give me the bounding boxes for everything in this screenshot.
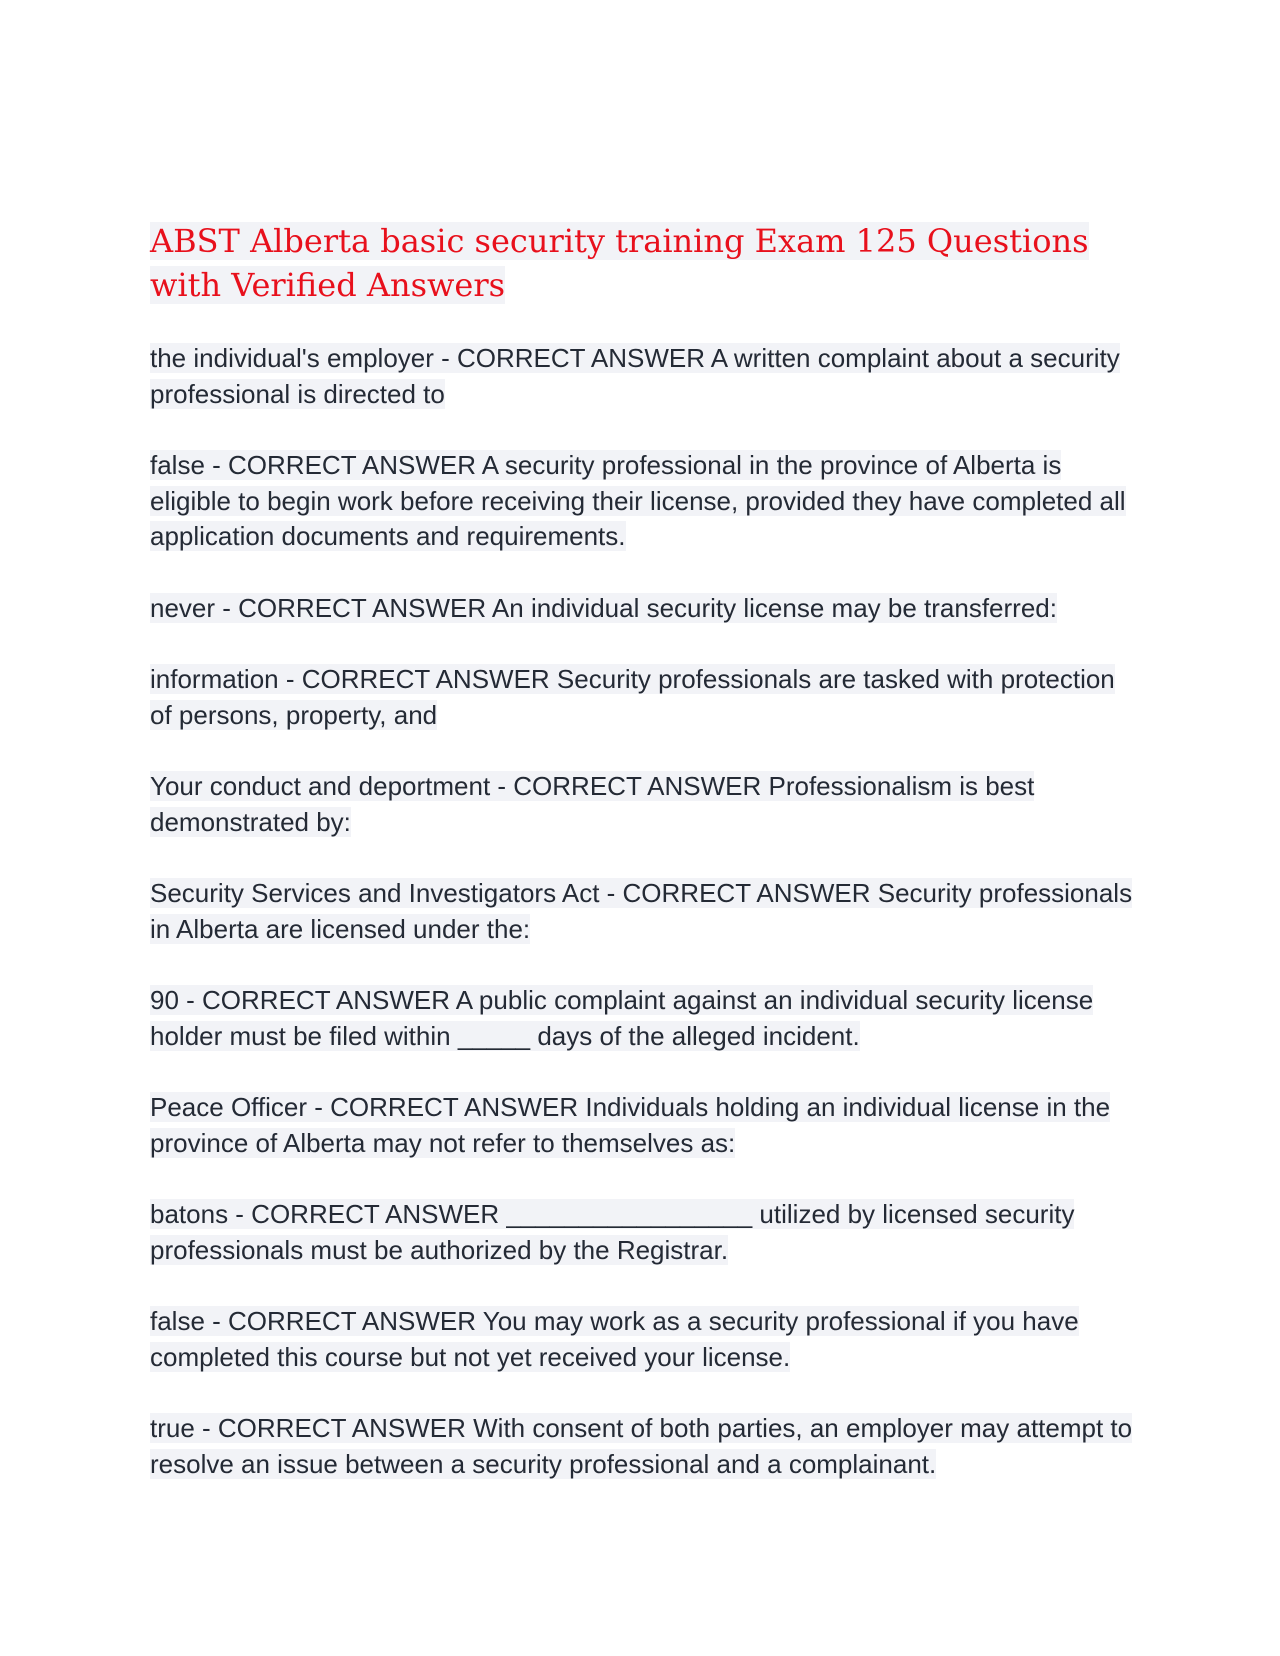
qa-entry-text: Your conduct and deportment - CORRECT ANSWER Professionalism is best demonstrated by: bbox=[150, 771, 1035, 837]
qa-entry bbox=[150, 448, 1140, 555]
qa-entry-text: information - CORRECT ANSWER Security professionals are tasked with protection of persons, property, and bbox=[150, 664, 1115, 730]
qa-entry-text: the individual's employer - CORRECT ANSWER A written complaint about a security professional is directed to bbox=[150, 343, 1120, 409]
qa-entry-text: 90 - CORRECT ANSWER A public complaint against an individual security license holder must be filed within _____ days of the alleged incident. bbox=[150, 985, 1094, 1051]
qa-entry bbox=[150, 1090, 1140, 1161]
qa-entry bbox=[150, 1197, 1140, 1268]
document-title bbox=[150, 219, 1140, 307]
qa-entry bbox=[150, 769, 1140, 840]
qa-entry-text: true - CORRECT ANSWER With consent of both parties, an employer may attempt to resolve an issue between a security professional and a complainant. bbox=[150, 1413, 1133, 1479]
document-content bbox=[150, 219, 1140, 1518]
qa-entry bbox=[150, 876, 1140, 947]
qa-entry bbox=[150, 341, 1140, 412]
qa-entry bbox=[150, 983, 1140, 1054]
qa-entry-text: Security Services and Investigators Act - CORRECT ANSWER Security professionals in Alberta are licensed under the: bbox=[150, 878, 1133, 944]
qa-entry-text: false - CORRECT ANSWER A security professional in the province of Alberta is eligible to begin work before receiving their license, provided they have completed all application documents and requirements. bbox=[150, 450, 1126, 551]
qa-entry bbox=[150, 1411, 1140, 1482]
qa-entry-text: false - CORRECT ANSWER You may work as a security professional if you have completed this course but not yet received your license. bbox=[150, 1306, 1079, 1372]
document-title-text: ABST Alberta basic security training Exam 125 Questions with Verified Answers bbox=[150, 222, 1089, 304]
qa-entry-text: Peace Officer - CORRECT ANSWER Individuals holding an individual license in the province of Alberta may not refer to themselves as: bbox=[150, 1092, 1111, 1158]
qa-entry-text: never - CORRECT ANSWER An individual security license may be transferred: bbox=[150, 592, 1057, 623]
qa-entry bbox=[150, 1304, 1140, 1375]
qa-entry bbox=[150, 591, 1140, 627]
qa-entry bbox=[150, 662, 1140, 733]
qa-entry-text: batons - CORRECT ANSWER _________________ utilized by licensed security professionals must be authorized by the Registrar. bbox=[150, 1199, 1075, 1265]
